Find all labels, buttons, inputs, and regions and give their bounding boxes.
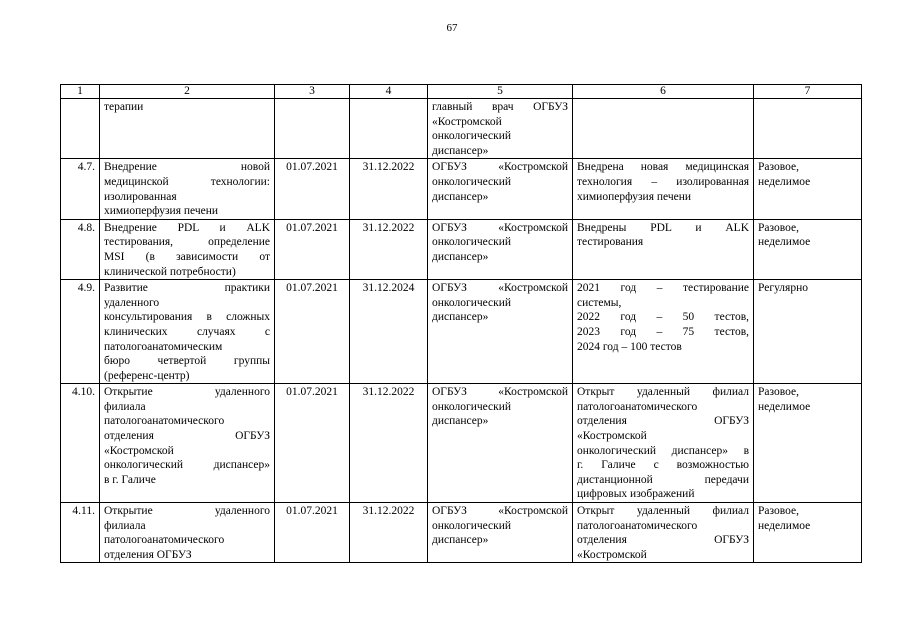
start-date: 01.07.2021	[275, 159, 350, 219]
result-line: Открыт удаленный филиал	[577, 386, 749, 399]
executor-line: диспансер»	[432, 190, 489, 203]
result-line: дистанционной передачи	[577, 473, 749, 486]
start-date: 01.07.2021	[275, 503, 350, 563]
row-number	[61, 99, 100, 159]
type-line: неделимое	[758, 175, 811, 188]
measure-line: отделения ОГБУЗ	[104, 548, 192, 561]
executor-line: онкологический	[432, 519, 512, 532]
result-line: 2024 год – 100 тестов	[577, 340, 682, 353]
measure-line: филиала	[104, 400, 146, 413]
column-header: 5	[428, 85, 573, 99]
executor-line: главный врач ОГБУЗ	[432, 101, 568, 113]
measure-line: MSI (в зависимости от	[104, 250, 270, 263]
executor-line: диспансер»	[432, 250, 489, 263]
result-line: «Костромской	[577, 548, 647, 561]
end-date: 31.12.2022	[350, 219, 428, 279]
row-number: 4.8.	[61, 219, 100, 279]
column-header: 4	[350, 85, 428, 99]
row-number: 4.10.	[61, 384, 100, 503]
result-line: 2021 год – тестирование	[577, 282, 749, 295]
start-date: 01.07.2021	[275, 219, 350, 279]
type-line: Разовое,	[758, 221, 799, 234]
measure-cell	[100, 99, 275, 159]
executor-line: ОГБУЗ «Костромской	[432, 221, 568, 234]
result-line: онкологический диспансер» в	[577, 444, 749, 457]
measure-line: патологоанатомического	[104, 415, 225, 428]
type-cell	[754, 159, 862, 219]
type-line: неделимое	[758, 519, 811, 532]
measure-line: отделения ОГБУЗ	[104, 430, 270, 443]
result-line: отделения ОГБУЗ	[577, 415, 749, 428]
end-date: 31.12.2022	[350, 159, 428, 219]
result-line: г. Галиче с возможностью	[577, 459, 749, 472]
type-cell	[754, 99, 862, 159]
column-header: 1	[61, 85, 100, 99]
measure-line: удаленного	[104, 296, 160, 309]
executor-line: «Костромской	[432, 115, 502, 128]
result-line: 2022 год – 50 тестов,	[577, 311, 749, 324]
type-line: Регулярно	[758, 282, 808, 295]
measure-line: Открытие удаленного	[104, 386, 270, 399]
measure-cell	[100, 384, 275, 503]
measure-line: в г. Галиче	[104, 473, 156, 486]
executor-line: ОГБУЗ «Костромской	[432, 386, 568, 399]
executor-cell	[428, 99, 573, 159]
measure-line: Открытие удаленного	[104, 505, 270, 518]
type-line: Разовое,	[758, 161, 799, 174]
executor-line: диспансер»	[432, 534, 489, 547]
measure-line: консультирования в сложных	[104, 311, 270, 324]
measure-line: медицинской технологии:	[104, 175, 270, 188]
end-date	[350, 99, 428, 159]
executor-line: ОГБУЗ «Костромской	[432, 161, 568, 174]
measure-line: Внедрение PDL и ALK	[104, 221, 270, 234]
measure-cell	[100, 159, 275, 219]
start-date: 01.07.2021	[275, 280, 350, 384]
result-cell	[573, 503, 754, 563]
measure-line: патологоанатомическим	[104, 340, 223, 353]
executor-line: онкологический	[432, 296, 512, 309]
start-date	[275, 99, 350, 159]
executor-cell	[428, 503, 573, 563]
measure-line: филиала	[104, 519, 146, 532]
table-row	[61, 280, 862, 384]
measure-line: Развитие практики	[104, 282, 270, 295]
measure-line: онкологический диспансер»	[104, 459, 270, 472]
type-line: Разовое,	[758, 505, 799, 518]
type-cell	[754, 280, 862, 384]
table-row	[61, 384, 862, 503]
executor-cell	[428, 159, 573, 219]
executor-line: диспансер»	[432, 415, 489, 428]
type-cell	[754, 503, 862, 563]
result-line: технология – изолированная	[577, 175, 749, 188]
executor-line: ОГБУЗ «Костромской	[432, 282, 568, 295]
column-header: 2	[100, 85, 275, 99]
executor-cell	[428, 280, 573, 384]
measure-line: бюро четвертой группы	[104, 355, 270, 368]
measure-line: клинической потребности)	[104, 265, 236, 278]
column-header: 6	[573, 85, 754, 99]
column-header: 7	[754, 85, 862, 99]
header-row	[61, 85, 862, 99]
measure-line: «Костромской	[104, 444, 174, 457]
result-line: системы,	[577, 296, 622, 309]
column-header: 3	[275, 85, 350, 99]
measure-line: (референс-центр)	[104, 369, 190, 382]
result-cell	[573, 159, 754, 219]
executor-line: онкологический	[432, 130, 512, 143]
result-line: «Костромской	[577, 430, 647, 443]
plan-table	[60, 84, 862, 563]
executor-line: онкологический	[432, 175, 512, 188]
executor-cell	[428, 219, 573, 279]
end-date: 31.12.2022	[350, 503, 428, 563]
row-number: 4.11.	[61, 503, 100, 563]
result-line: химиоперфузия печени	[577, 190, 692, 203]
measure-cell	[100, 503, 275, 563]
executor-line: ОГБУЗ «Костромской	[432, 505, 568, 518]
row-number: 4.7.	[61, 159, 100, 219]
row-number: 4.9.	[61, 280, 100, 384]
measure-line: патологоанатомического	[104, 534, 225, 547]
measure-line: Внедрение новой	[104, 161, 270, 174]
result-line: отделения ОГБУЗ	[577, 534, 749, 547]
executor-line: онкологический	[432, 236, 512, 249]
result-line: цифровых изображений	[577, 488, 695, 501]
type-line: неделимое	[758, 400, 811, 413]
measure-cell	[100, 219, 275, 279]
result-cell	[573, 384, 754, 503]
type-line: неделимое	[758, 236, 811, 249]
measure-cell	[100, 280, 275, 384]
table-row	[61, 219, 862, 279]
table-row	[61, 503, 862, 563]
type-line: Разовое,	[758, 386, 799, 399]
end-date: 31.12.2022	[350, 384, 428, 503]
table-row	[61, 99, 862, 159]
measure-line: клинических случаях с	[104, 325, 270, 338]
type-cell	[754, 384, 862, 503]
result-cell	[573, 280, 754, 384]
result-line: Внедрены PDL и ALK	[577, 221, 749, 234]
start-date: 01.07.2021	[275, 384, 350, 503]
measure-line: химиоперфузия печени	[104, 205, 219, 218]
executor-line: диспансер»	[432, 144, 489, 157]
measure-line: тестирования, определение	[104, 236, 270, 249]
result-line: патологоанатомического	[577, 519, 698, 532]
executor-cell	[428, 384, 573, 503]
end-date: 31.12.2024	[350, 280, 428, 384]
result-line: Внедрена новая медицинская	[577, 161, 749, 174]
measure-line: изолированная	[104, 190, 177, 203]
result-line: Открыт удаленный филиал	[577, 505, 749, 518]
table-row	[61, 159, 862, 219]
result-line: тестирования	[577, 236, 644, 249]
result-cell	[573, 99, 754, 159]
executor-line: онкологический	[432, 400, 512, 413]
measure-line: терапии	[104, 101, 144, 113]
type-cell	[754, 219, 862, 279]
page-number: 67	[446, 22, 458, 34]
result-line: патологоанатомического	[577, 400, 698, 413]
executor-line: диспансер»	[432, 311, 489, 324]
result-line: 2023 год – 75 тестов,	[577, 325, 749, 338]
result-cell	[573, 219, 754, 279]
